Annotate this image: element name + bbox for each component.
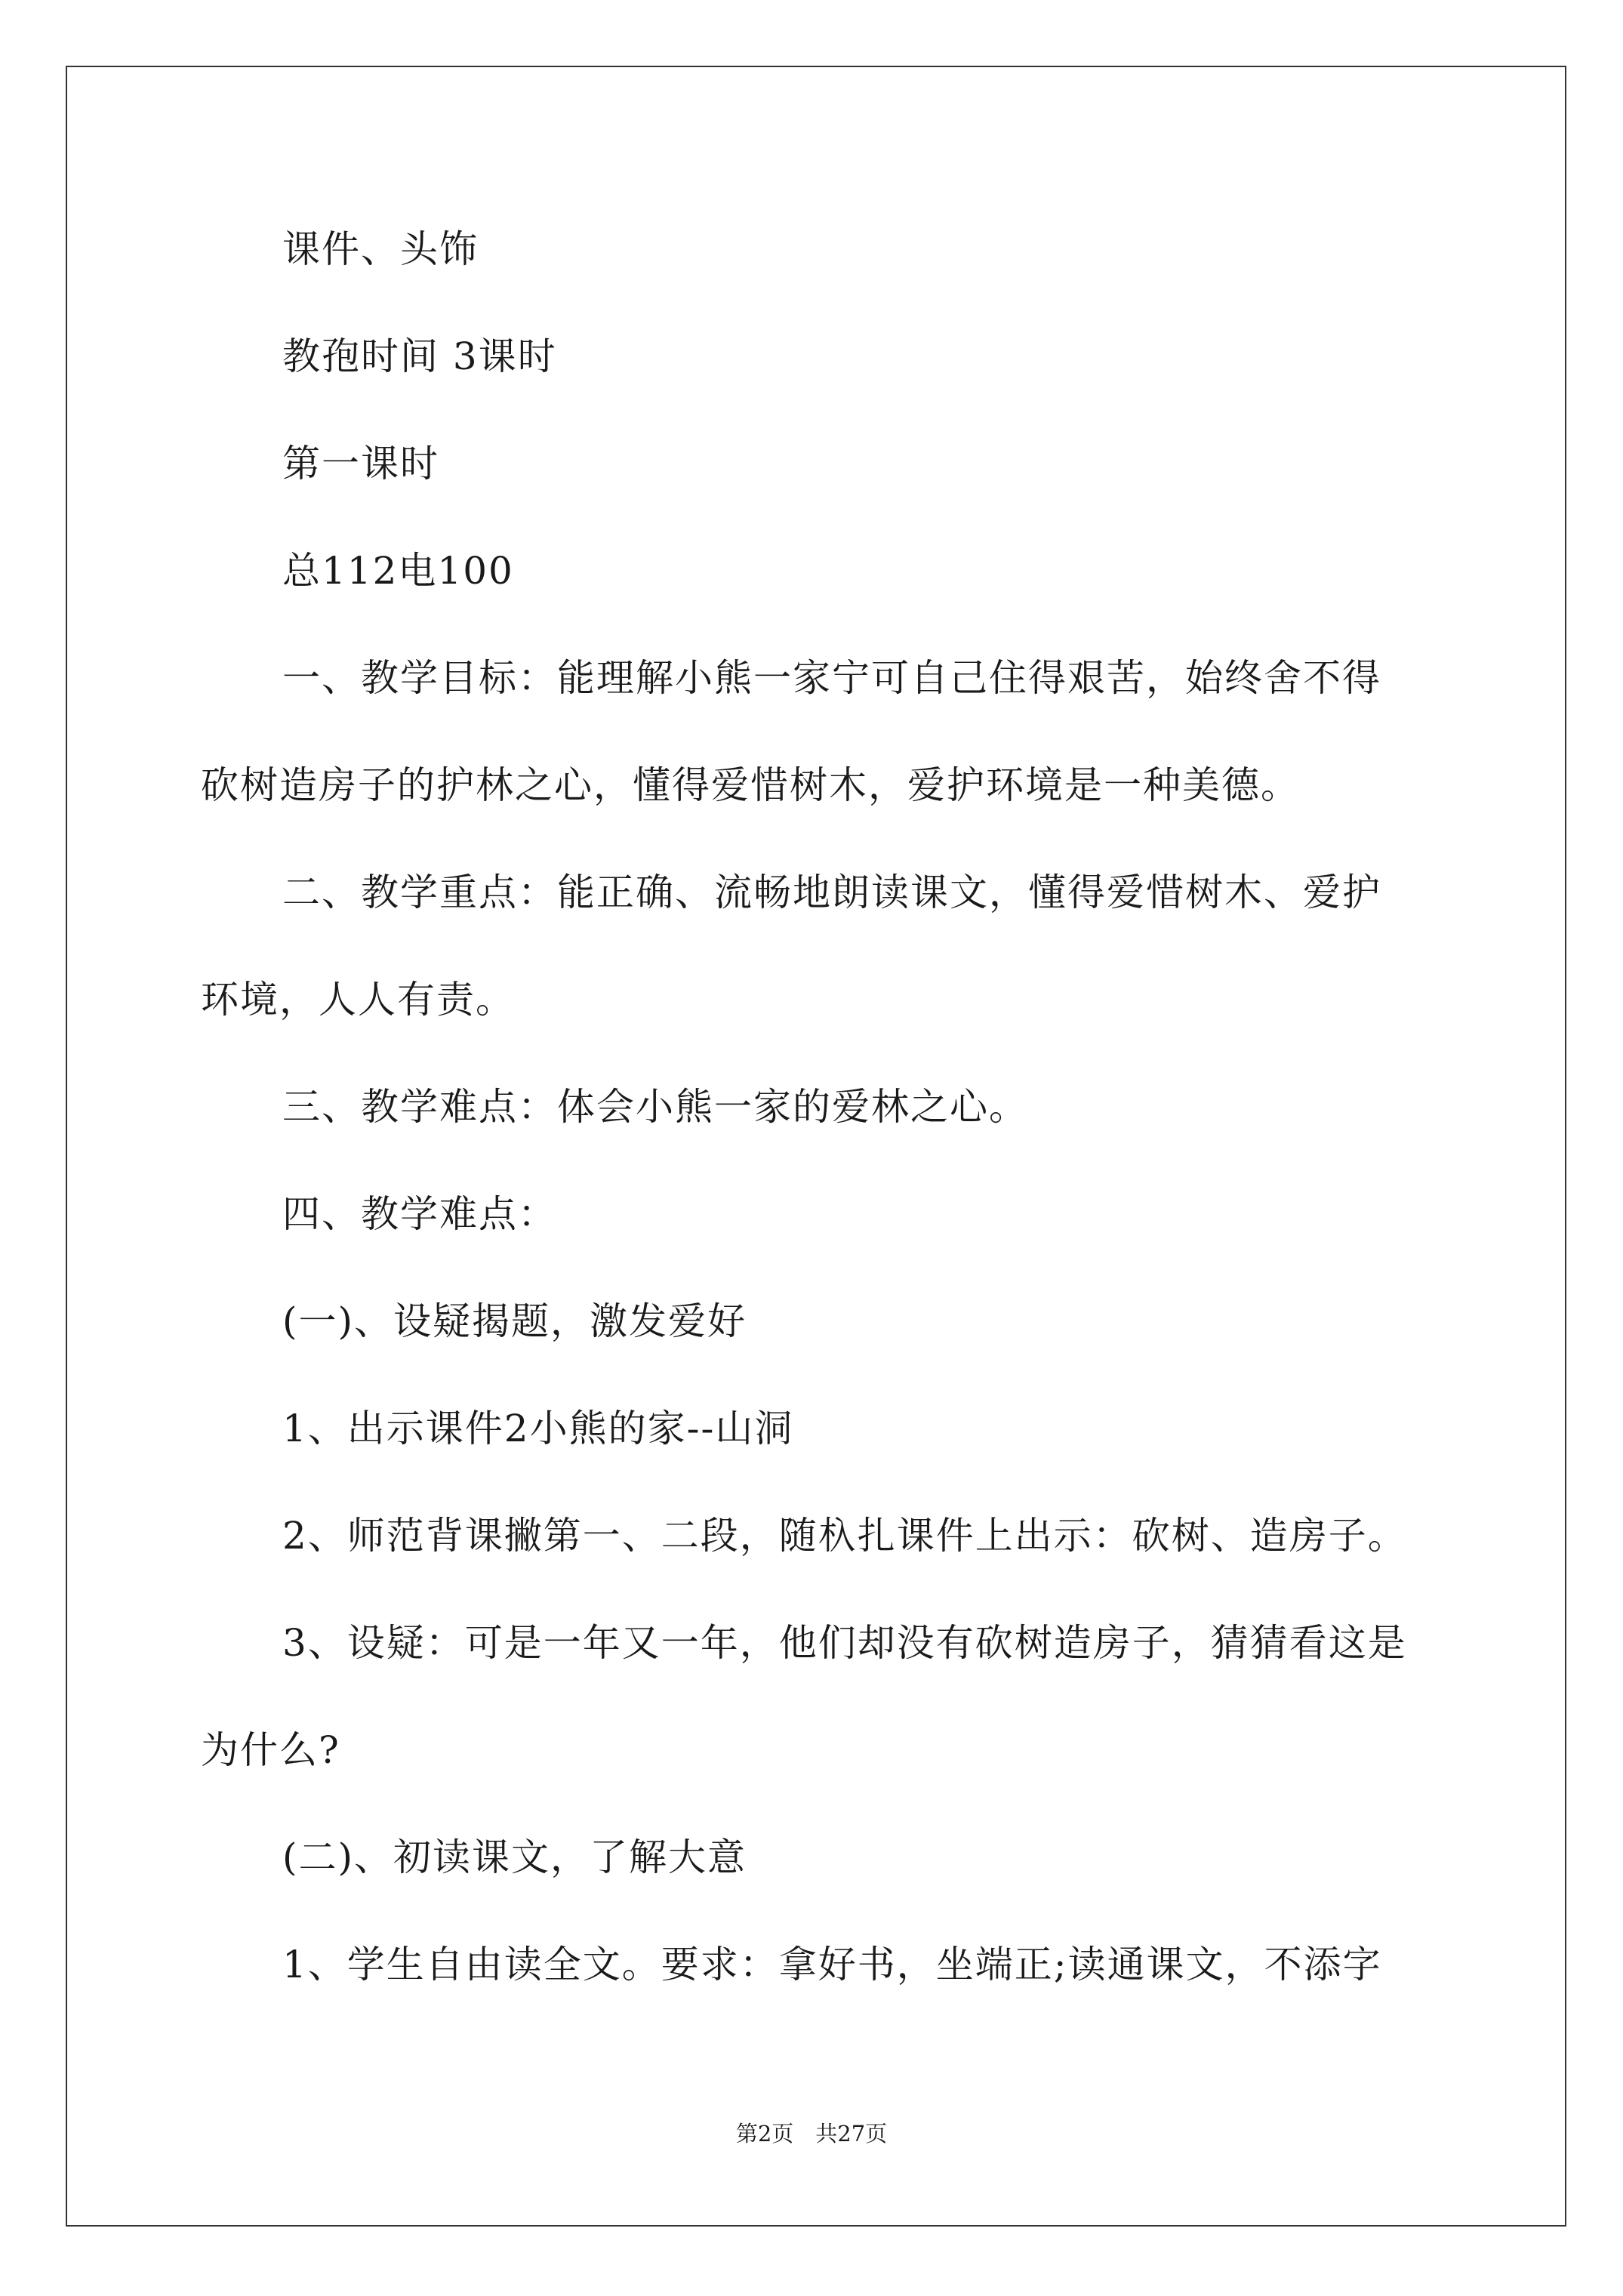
text-line: 3、设疑：可是一年又一年，他们却没有砍树造房子，猜猜看这是 <box>282 1621 1407 1665</box>
page-number-footer: 第2页 共27页 <box>735 2121 888 2147</box>
text-line: 一、教学目标：能理解小熊一家宁可自己住得艰苦，始终舍不得 <box>282 656 1381 700</box>
text-line: 第一课时 <box>282 442 439 485</box>
text-line: (一)、设疑揭题，激发爱好 <box>282 1299 747 1343</box>
text-line: 1、学生自由读全文。要求：拿好书，坐端正;读通课文，不添字 <box>282 1943 1382 1986</box>
text-line: 1、出示课件2小熊的家--山洞 <box>282 1407 794 1450</box>
text-line: 环境，人人有责。 <box>201 978 515 1022</box>
text-line: 三、教学难点：体会小熊一家的爱林之心。 <box>282 1085 1028 1129</box>
text-line: (二)、初读课文，了解大意 <box>282 1835 747 1879</box>
text-line: 砍树造房子的护林之心，懂得爱惜树木，爱护环境是一种美德。 <box>201 763 1300 807</box>
text-line: 二、教学重点：能正确、流畅地朗读课文，懂得爱惜树木、爱护 <box>282 871 1381 914</box>
text-line: 四、教学难点： <box>282 1192 557 1236</box>
text-line: 总112电100 <box>282 549 514 593</box>
text-line: 课件、头饰 <box>282 227 479 271</box>
page-border <box>66 66 1566 2227</box>
text-line: 为什么? <box>201 1728 340 1772</box>
text-line: 2、师范背课撇第一、二段，随杁扎课件上出示：砍树、造房子。 <box>282 1514 1407 1558</box>
text-line: 教孢时间 3课时 <box>282 334 557 378</box>
